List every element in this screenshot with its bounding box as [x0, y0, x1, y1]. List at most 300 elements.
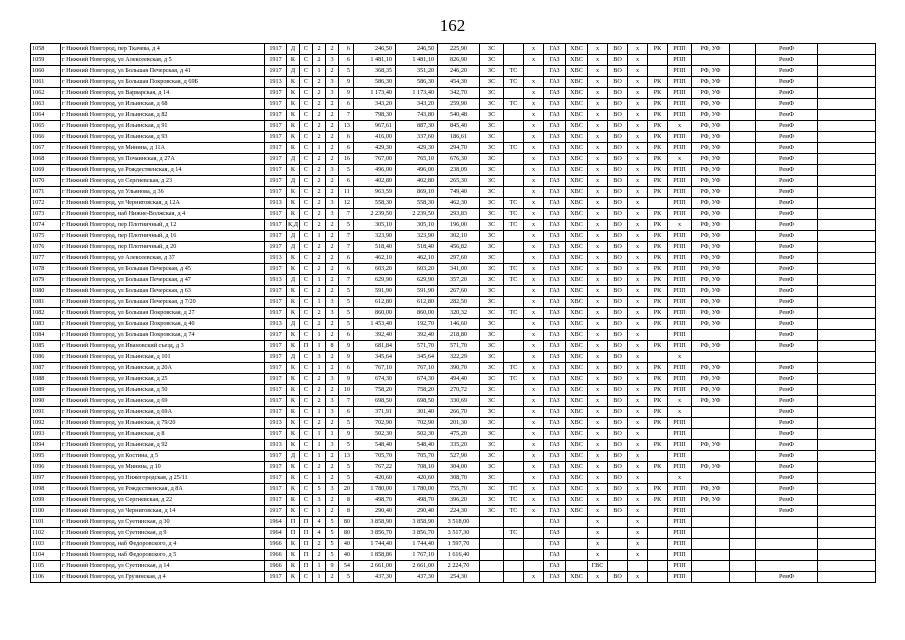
table-cell: РПП — [668, 44, 692, 55]
table-cell — [504, 231, 524, 242]
table-row — [31, 385, 876, 396]
table-cell — [504, 242, 524, 253]
table-cell — [504, 396, 524, 407]
table-cell: 1913 — [265, 418, 287, 429]
table-cell: 2 — [326, 66, 339, 77]
table-cell — [504, 55, 524, 66]
table-cell: РК — [648, 99, 668, 110]
table-cell — [730, 418, 756, 429]
table-cell: С — [300, 418, 313, 429]
table-cell: 1917 — [265, 330, 287, 341]
table-cell: г Нижний Новгород, пер Плотничный, д 12 — [61, 220, 265, 231]
table-cell: ЗС — [480, 253, 504, 264]
table-cell: ГАЗ — [544, 363, 566, 374]
table-cell: ВО — [608, 572, 628, 583]
table-cell: К — [287, 165, 300, 176]
table-cell: ВО — [608, 77, 628, 88]
table-cell: 1 — [313, 297, 326, 308]
table-cell: 1917 — [265, 88, 287, 99]
table-cell: г Нижний Новгород, ул Почаинская, д 27А — [61, 154, 265, 165]
table-cell: 1917 — [265, 121, 287, 132]
table-cell: 708,10 — [396, 462, 438, 473]
table-cell — [730, 253, 756, 264]
table-cell: ГАЗ — [544, 242, 566, 253]
table-cell: 1 — [313, 330, 326, 341]
table-cell: ВО — [608, 264, 628, 275]
table-cell: С — [300, 374, 313, 385]
table-cell — [818, 363, 876, 374]
table-cell: РемФ — [756, 66, 818, 77]
table-cell: х — [668, 352, 692, 363]
table-cell — [648, 561, 668, 572]
table-cell: 2 — [313, 55, 326, 66]
table-cell: г Нижний Новгород, ул Ильинская, д 93 — [61, 132, 265, 143]
table-cell: г Нижний Новгород, ул Большая Печерская, д 63 — [61, 286, 265, 297]
table-cell: 558,30 — [396, 198, 438, 209]
table-row — [31, 363, 876, 374]
table-cell: РФ, УФ — [692, 484, 730, 495]
table-cell: х — [524, 55, 544, 66]
table-cell: РПП — [668, 110, 692, 121]
table-cell: 1087 — [31, 363, 61, 374]
table-cell: 2 239,50 — [354, 209, 396, 220]
table-cell: х — [524, 484, 544, 495]
table-cell: 2 — [326, 132, 339, 143]
table-row — [31, 528, 876, 539]
table-cell: х — [668, 396, 692, 407]
table-cell: х — [588, 242, 608, 253]
table-cell: ВО — [608, 242, 628, 253]
table-cell: ГАЗ — [544, 484, 566, 495]
table-cell — [566, 539, 588, 550]
table-cell: 1 — [326, 429, 339, 440]
table-cell: 1094 — [31, 440, 61, 451]
table-cell: 196,00 — [438, 220, 480, 231]
table-cell: ХВС — [566, 165, 588, 176]
table-cell: 1104 — [31, 550, 61, 561]
table-cell: ГАЗ — [544, 561, 566, 572]
table-cell: РемФ — [756, 440, 818, 451]
table-cell: ЗС — [480, 418, 504, 429]
table-cell: РемФ — [756, 473, 818, 484]
table-cell: РемФ — [756, 330, 818, 341]
table-cell: 224,30 — [438, 506, 480, 517]
table-cell: г Нижний Новгород, ул Большая Покровская, д 74 — [61, 330, 265, 341]
table-cell: ХВС — [566, 440, 588, 451]
table-cell — [756, 539, 818, 550]
table-cell: РФ, УФ — [692, 99, 730, 110]
table-cell: х — [524, 440, 544, 451]
table-cell: ВО — [608, 429, 628, 440]
table-cell: г Нижний Новгород, ул Ильинская, д 25 — [61, 374, 265, 385]
table-row — [31, 440, 876, 451]
table-cell — [692, 506, 730, 517]
table-cell — [608, 539, 628, 550]
table-cell: К — [287, 374, 300, 385]
table-cell: С — [300, 352, 313, 363]
table-cell: РК — [648, 88, 668, 99]
table-cell: 80 — [339, 517, 354, 528]
table-cell: РемФ — [756, 341, 818, 352]
table-cell: ВО — [608, 253, 628, 264]
table-cell — [730, 198, 756, 209]
table-cell: К — [287, 440, 300, 451]
table-cell — [730, 550, 756, 561]
table-cell: г Нижний Новгород, ул Варварская, д 14 — [61, 88, 265, 99]
table-cell: 502,30 — [396, 429, 438, 440]
table-cell — [818, 396, 876, 407]
table-cell: ГАЗ — [544, 407, 566, 418]
table-cell: К — [287, 418, 300, 429]
table-cell — [730, 407, 756, 418]
table-cell: ЗС — [480, 209, 504, 220]
table-cell: 1066 — [31, 132, 61, 143]
table-cell: 1064 — [31, 110, 61, 121]
table-cell: РПП — [668, 418, 692, 429]
table-cell: 629,90 — [396, 275, 438, 286]
table-cell: РемФ — [756, 77, 818, 88]
table-cell: К — [287, 539, 300, 550]
table-cell — [730, 231, 756, 242]
table-cell: 1058 — [31, 44, 61, 55]
table-cell — [818, 231, 876, 242]
table-cell: 1077 — [31, 253, 61, 264]
table-cell: 2 — [313, 198, 326, 209]
table-cell: 1098 — [31, 484, 61, 495]
table-cell: РК — [648, 231, 668, 242]
table-cell — [730, 264, 756, 275]
table-cell: 2 — [313, 99, 326, 110]
table-cell — [504, 165, 524, 176]
table-cell: 2 — [326, 319, 339, 330]
table-cell: РФ, УФ — [692, 374, 730, 385]
table-cell: К — [287, 99, 300, 110]
table-cell: 2 — [313, 154, 326, 165]
table-cell: 2 — [326, 451, 339, 462]
table-cell — [730, 55, 756, 66]
table-cell: г Нижний Новгород, наб Федоровского, д 5 — [61, 550, 265, 561]
table-cell: г Нижний Новгород, ул Рождественская, д 8А — [61, 484, 265, 495]
table-cell — [730, 110, 756, 121]
table-row — [31, 220, 876, 231]
table-cell: х — [588, 165, 608, 176]
table-cell: 1917 — [265, 308, 287, 319]
table-cell: 674,30 — [354, 374, 396, 385]
table-cell: ТС — [504, 220, 524, 231]
table-cell — [730, 77, 756, 88]
table-row — [31, 561, 876, 572]
table-cell: х — [628, 319, 648, 330]
table-cell: 1917 — [265, 55, 287, 66]
table-cell: К — [287, 198, 300, 209]
table-cell: К — [287, 484, 300, 495]
table-cell: С — [300, 297, 313, 308]
table-cell: 1917 — [265, 187, 287, 198]
table-cell: 676,30 — [438, 154, 480, 165]
table-cell: х — [588, 253, 608, 264]
table-cell — [818, 77, 876, 88]
table-cell: 6 — [339, 55, 354, 66]
table-cell: 1 — [313, 572, 326, 583]
table-cell: П — [300, 550, 313, 561]
table-cell: С — [300, 363, 313, 374]
table-cell: ЗС — [480, 242, 504, 253]
table-cell — [818, 495, 876, 506]
table-cell: х — [588, 528, 608, 539]
table-cell: 1092 — [31, 418, 61, 429]
table-cell: х — [524, 407, 544, 418]
table-cell: Д — [287, 319, 300, 330]
table-cell — [648, 539, 668, 550]
table-cell: РемФ — [756, 209, 818, 220]
table-row — [31, 143, 876, 154]
table-cell: РПП — [668, 341, 692, 352]
table-cell: ХВС — [566, 396, 588, 407]
table-cell — [730, 319, 756, 330]
table-cell — [566, 550, 588, 561]
table-cell — [730, 341, 756, 352]
table-cell: РК — [648, 220, 668, 231]
table-cell: ЗС — [480, 132, 504, 143]
table-cell: 2 — [313, 385, 326, 396]
table-cell: РФ, УФ — [692, 231, 730, 242]
table-cell: ЗС — [480, 440, 504, 451]
table-cell: х — [588, 132, 608, 143]
table-cell: 1917 — [265, 44, 287, 55]
table-cell: 5 — [339, 220, 354, 231]
table-cell: 1917 — [265, 154, 287, 165]
table-cell: ВО — [608, 473, 628, 484]
table-cell: 1067 — [31, 143, 61, 154]
table-cell: 1 — [313, 561, 326, 572]
table-cell: г Нижний Новгород, наб Федоровского, д 4 — [61, 539, 265, 550]
table-cell: ТС — [504, 264, 524, 275]
table-cell: 8 — [339, 506, 354, 517]
table-cell: ГАЗ — [544, 198, 566, 209]
table-row — [31, 198, 876, 209]
table-cell: г Нижний Новгород, ул Сергиевская, д 23 — [61, 176, 265, 187]
table-cell: С — [300, 473, 313, 484]
table-cell: ГАЗ — [544, 154, 566, 165]
table-row — [31, 88, 876, 99]
table-cell: К,Д — [287, 220, 300, 231]
table-cell: х — [588, 572, 608, 583]
table-cell: РПП — [668, 165, 692, 176]
table-cell: 9 — [339, 88, 354, 99]
table-cell: 1084 — [31, 330, 61, 341]
table-cell: х — [588, 143, 608, 154]
table-cell — [818, 187, 876, 198]
table-cell: ЗС — [480, 110, 504, 121]
table-cell: ХВС — [566, 363, 588, 374]
table-cell: ВО — [608, 165, 628, 176]
table-cell: 54 — [339, 561, 354, 572]
table-cell: 1917 — [265, 110, 287, 121]
table-cell: РемФ — [756, 396, 818, 407]
table-cell — [818, 44, 876, 55]
table-cell: С — [300, 308, 313, 319]
table-cell: 860,00 — [396, 308, 438, 319]
table-cell: х — [588, 275, 608, 286]
table-cell: РК — [648, 440, 668, 451]
table-cell: РПП — [668, 231, 692, 242]
table-cell: ВО — [608, 231, 628, 242]
table-cell: ГАЗ — [544, 528, 566, 539]
table-cell: ТС — [504, 495, 524, 506]
table-cell: ВО — [608, 385, 628, 396]
table-cell: 2 — [326, 187, 339, 198]
table-cell — [648, 506, 668, 517]
table-cell: ЗС — [480, 286, 504, 297]
table-cell: 1070 — [31, 176, 61, 187]
table-cell: ГАЗ — [544, 121, 566, 132]
table-cell: РПП — [668, 253, 692, 264]
table-cell: РПП — [668, 539, 692, 550]
table-cell: ХВС — [566, 110, 588, 121]
table-row — [31, 341, 876, 352]
table-cell: ГАЗ — [544, 132, 566, 143]
table-cell: г Нижний Новгород, ул Алексеевская, д 5 — [61, 55, 265, 66]
table-cell — [504, 418, 524, 429]
table-cell: С — [300, 231, 313, 242]
table-cell: х — [628, 77, 648, 88]
table-cell: 2 — [313, 462, 326, 473]
table-cell: х — [628, 407, 648, 418]
table-cell: ХВС — [566, 143, 588, 154]
table-row — [31, 132, 876, 143]
table-cell: РК — [648, 407, 668, 418]
table-cell: 1 744,40 — [396, 539, 438, 550]
table-cell — [504, 88, 524, 99]
table-cell: 749,40 — [438, 187, 480, 198]
table-cell: г Нижний Новгород, ул Суетинская, д 30 — [61, 517, 265, 528]
table-cell: РемФ — [756, 187, 818, 198]
table-cell: 390,70 — [438, 363, 480, 374]
table-cell — [648, 330, 668, 341]
table-cell: 270,72 — [438, 385, 480, 396]
table-cell: 392,40 — [354, 330, 396, 341]
table-cell: 402,80 — [396, 176, 438, 187]
table-cell: х — [588, 462, 608, 473]
table-cell: РПП — [668, 517, 692, 528]
table-cell: г Нижний Новгород, ул Ивановский съезд, д 3 — [61, 341, 265, 352]
table-cell: 1106 — [31, 572, 61, 583]
table-cell: ЗС — [480, 330, 504, 341]
table-cell: 2 — [313, 44, 326, 55]
table-cell: ЗС — [480, 506, 504, 517]
table-cell: РемФ — [756, 297, 818, 308]
table-cell: ВО — [608, 121, 628, 132]
table-cell: 343,20 — [396, 99, 438, 110]
table-cell: РемФ — [756, 495, 818, 506]
table-cell: ХВС — [566, 187, 588, 198]
table-cell: х — [524, 308, 544, 319]
table-cell: х — [588, 385, 608, 396]
table-cell — [818, 110, 876, 121]
table-cell: х — [668, 154, 692, 165]
table-cell: ГАЗ — [544, 286, 566, 297]
table-row — [31, 286, 876, 297]
table-cell: 558,30 — [354, 198, 396, 209]
table-cell — [648, 66, 668, 77]
table-cell — [504, 330, 524, 341]
table-cell: ХВС — [566, 297, 588, 308]
table-cell: 698,50 — [396, 396, 438, 407]
table-cell: х — [524, 341, 544, 352]
table-cell: 238,09 — [438, 165, 480, 176]
table-cell: х — [588, 484, 608, 495]
table-cell: ЗС — [480, 154, 504, 165]
table-cell: 1075 — [31, 231, 61, 242]
table-cell — [608, 528, 628, 539]
table-cell: х — [588, 264, 608, 275]
table-cell: 7 — [339, 231, 354, 242]
table-cell: 1917 — [265, 176, 287, 187]
table-cell — [504, 44, 524, 55]
table-cell: ХВС — [566, 77, 588, 88]
table-cell: Д — [287, 352, 300, 363]
table-cell: 1913 — [265, 198, 287, 209]
table-cell: К — [287, 286, 300, 297]
table-cell: х — [628, 44, 648, 55]
table-cell: 1964 — [265, 517, 287, 528]
table-cell: г Нижний Новгород, ул Ульянова, д 36 — [61, 187, 265, 198]
table-cell: 1 481,10 — [354, 55, 396, 66]
table-cell: х — [524, 451, 544, 462]
table-cell: х — [588, 495, 608, 506]
table-cell: г Нижний Новгород, ул Ильинская, д 69 — [61, 396, 265, 407]
table-cell: 5 — [326, 528, 339, 539]
table-cell: РПП — [668, 550, 692, 561]
table-cell: 5 — [339, 440, 354, 451]
table-cell: ГАЗ — [544, 572, 566, 583]
table-cell — [524, 66, 544, 77]
table-cell: С — [300, 385, 313, 396]
table-cell: х — [628, 484, 648, 495]
table-cell: ЗС — [480, 473, 504, 484]
table-cell: К — [287, 341, 300, 352]
table-cell: П — [287, 517, 300, 528]
table-cell: С — [300, 451, 313, 462]
table-cell: 1105 — [31, 561, 61, 572]
table-cell: 765,10 — [396, 154, 438, 165]
table-cell — [524, 561, 544, 572]
table-cell: ГАЗ — [544, 253, 566, 264]
table-cell: х — [588, 539, 608, 550]
table-cell: 2 224,70 — [438, 561, 480, 572]
table-cell: РПП — [668, 209, 692, 220]
table-cell: 755,70 — [438, 484, 480, 495]
table-cell: ЗС — [480, 363, 504, 374]
table-cell: 963,59 — [354, 187, 396, 198]
table-cell: х — [524, 495, 544, 506]
table-cell: РемФ — [756, 220, 818, 231]
table-cell: г Нижний Новгород, ул Большая Покровская, д 27 — [61, 308, 265, 319]
table-cell — [818, 143, 876, 154]
table-cell — [648, 550, 668, 561]
table-cell — [818, 418, 876, 429]
table-cell: 571,70 — [438, 341, 480, 352]
table-cell: ХВС — [566, 473, 588, 484]
table-cell: г Нижний Новгород, ул Ильинская, д 82 — [61, 110, 265, 121]
table-cell — [504, 286, 524, 297]
table-cell: 1061 — [31, 77, 61, 88]
table-cell: К — [287, 55, 300, 66]
table-cell — [730, 363, 756, 374]
table-row — [31, 110, 876, 121]
table-cell: 1 — [313, 429, 326, 440]
table-cell — [504, 154, 524, 165]
